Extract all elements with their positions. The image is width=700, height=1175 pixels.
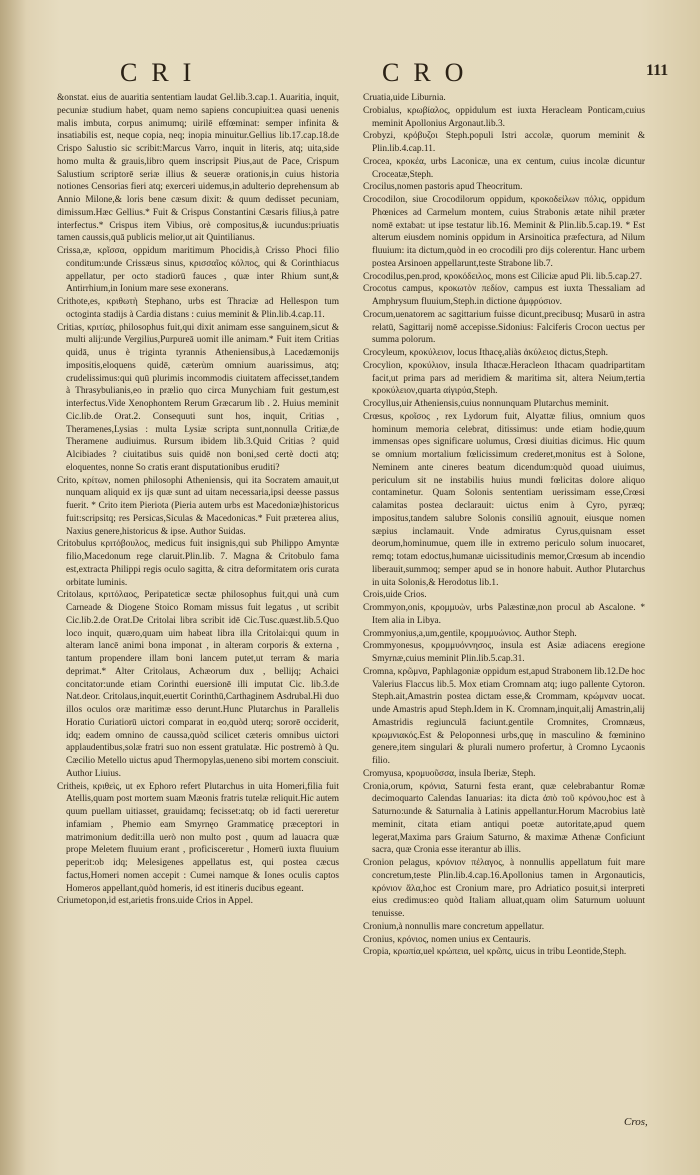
entry-paragraph: Crobyzi, κρόβυζοι Steph.populi Istri accolæ, quorum meminit & Plin.lib.4.cap.11. — [363, 131, 645, 154]
entry-paragraph: Crommyonius,a,um,gentile, κρομμυώνιος. Author Steph. — [363, 628, 577, 639]
entry-paragraph: Crocodilon, siue Crocodilorum oppidum, κροκοδείλων πόλις, oppidum Phœnices ad Carmelum montem, cuius Strabonis ætate nihil præter nomē extabat: ut ipse testatur lib.16. Meminit & Plin.lib.5.cap.19. * Est alterum eiusdem nominis oppidum in Arsinoitica præfectura, ad Nilum fluuium: ita dictum,quòd in eo crocodili pro dijs colerentur. Hanc urbem postea Arsinoen appellarunt,teste Strabone lib.7. — [363, 195, 645, 269]
entry-paragraph: Cronium,à nonnullis mare concretum appellatur. — [363, 921, 545, 932]
entry-paragraph: &onstat. eius de auaritia sententiam laudat Gel.lib.3.cap.1. Auaritia, inquit, pecuniæ studium habet, quam nemo sapiens concupiuit:ea quasi uenenis malis imbuta, corpus animumq; uirilē effœminat: semper infinita & insatiabilis est, neque copia, neq; inopia minuitur.Gellius lib.17.cap.18.de Crispo Salustio sic scribit:Marcus Varro, inquit in literis, atq; uita,side homo multa & grauis,libro quem inscripsit Pius,aut de Pace, Crispum Salustium scriptorē seriæ illius & seueræ orationis,in cuius historia notiones Censorias fieri atq; exerceri uidemus,in adulterio deprehensum ab Annio Milone,& loris bene cæsum dixit: & quum dedisset pecuniam, dimissum.Hæc Gellius.* Fuit & Crispus Constantini Cæsaris filius,à patre interfectus.* Crispus item Vibius, orè compositus,& iucundus:priuatis tamen caussis,quā publicis melior,ut ait Quintilianus. — [57, 93, 339, 244]
entry-paragraph: Crocea, κροκέα, urbs Laconicæ, una ex centum, cuius incolæ dicuntur Croceatæ,Steph. — [363, 156, 645, 180]
entry-paragraph: Crommyonesus, κρομμυόννησος, insula est Asiæ adiacens eregione Smyrnæ,cuius meminit Plin.lib.5.cap.31. — [363, 641, 645, 664]
entry-paragraph: Critheis, κριθεὶς, ut ex Ephoro refert Plutarchus in uita Homeri,filia fuit Atellis,quam post mortem suam Mæonis fratris tutelæ reliquit.Hic autem quum puellam uitiasset, grauidamq; fecisset:atq; ob id facti uereretur infamiam , Phemio eam Smyrnęo Grammaticę præceptori in matrimonium dedit:illa uerò non multo post , quum ad lauacra quæ prope Meletem fluuium erant , proficisceretur , Homerū iuxta fluuium peperit:ob idq; Melesigenes appellatus est, qui postea cæcus factus,Homeri nomen accepit : Cumei namque & Iones oculis captos Homeros appellant,quòd homeris, id est itineris ducibus egeant. — [57, 781, 339, 894]
entry-paragraph: Crocyllus,uir Atheniensis,cuius nonnunquam Plutarchus meminit. — [363, 399, 609, 409]
catchword: Cros, — [624, 1116, 648, 1128]
entry-paragraph: Crocodilus,pen.prod, κροκόδειλος, mons est Ciliciæ apud Pli. lib.5.cap.27. — [363, 271, 642, 282]
entry-paragraph: Cruatia,uide Liburnia. — [363, 93, 446, 103]
running-head-left: CRI — [120, 58, 206, 87]
entry-paragraph: Cropia, κρωπία,uel κρώπεια, uel κρῶπς, uicus in tribu Leontide,Steph. — [363, 947, 627, 958]
entry-paragraph: Crocylion, κροκύλιον, insula Ithacæ.Heracleon Ithacam quadripartitam facit,ut prima pars ad meridiem & maritima sit, altera Neium,tertia κροκύλειον,quarta αἰγιρύα,Steph. — [363, 360, 645, 397]
entry-paragraph: Cronia,orum, κρόνια, Saturni festa erant, quæ celebrabantur Romæ decimoquarto Calendas Ianuarias: ita dicta ἀπὸ τοῦ κρόνου,hoc est à Saturno:unde & Saturnalia à Latinis appellantur.Horum Macrobius latè meminit, citata etiam antiqui poetæ autoritate,apud quem legerat,Maxima pars Graium Saturno, & maximæ Athenæ Conficiunt sacra, quæ Cronia esse iterantur ab illis. — [363, 781, 645, 856]
entry-paragraph: Critolaus, κριτόλαος, Peripateticæ sectæ philosophus fuit,qui unà cum Carneade & Diogene Stoico Romam missus fuit legatus , ut scribit Cic.lib.2.de Orat.De Critolai libra scribit idē Cic.Tusc.quæst.lib.5.Quo loco inquit, quæro,quam uim habeat libra illa Critolai:qui quum in alteram lancē animi bona imponat , in alteram corporis & externa , tantum propendere illam boni lancem putet,ut terram & maria deprimat.* Alter Critolaus, Achæorum dux , bellijq; Achaici concitator:unde etiam Corinthi euersionē illi imputat Cic. lib.3.de Nat.deor. Critolaus,inquit,euertit Corinthū,Carthaginem Asdrubal.Hi duo illos oculos oræ maritimæ esso derunt.Hunc Plutarchus in Parallelis Horatio Curiatiorū uictori comparat in eo,quòd uterq; sororē occiderit, idq; eadem omnino de caussa,quòd scilicet cæteris omnibus uictori applaudentibus,solæ fratri suo non essent gratulatæ. Hic postremò à Qu. Cæcilio Metello uictus apud Thermopylas,ueneno sibi mortem consciuit. Author Liuius. — [57, 590, 339, 779]
entry-paragraph: Crocilus,nomen pastoris apud Theocritum. — [363, 182, 523, 193]
entry-paragraph: Crocotus campus, κροκωτὸν πεδίον, campus est iuxta Thessaliam ad Amphrysum fluuium,Steph.in dictione ἀμφρύσιον. — [363, 284, 645, 307]
entry-paragraph: Crithote,es, κριθωτὴ Stephano, urbs est Thraciæ ad Hellespon tum octoginta stadijs à Cardia distans : cuius meminit & Plin.lib.4.cap.11. — [57, 297, 339, 320]
right-column — [363, 92, 645, 959]
page-number: 111 — [646, 62, 669, 79]
entry-paragraph: Criumetopon,id est,arietis frons.uide Crios in Appel. — [57, 896, 253, 907]
entry-paragraph: Crois,uide Crios. — [363, 590, 427, 601]
entry-paragraph: Crœsus, κροῖσος , rex Lydorum fuit, Alyattæ filius, omnium quos hominum memoria celebrat, ditissimus: unde etiam hodie,quum immensas opes significare uolumus, Crœsi diuitias dicimus. Hic quum se omnium mortalium fœlicissimum crederet,monitus est à Solone, Neminem ante cineres beatum dicendum:quòd quoad uiuimus, periculum sit ne instabilis huius mundi fœlicitas dolore aliquo contaminetur. Quam Solonis sententiam uerissimam esse,Crœsi calamitas postea declarauit: uictus enim à Cyro, pyræq; impositus,tandem salubre Solonis consiliū agnouit, eiusque nomen sæpius inclamauit. Vnde admiratus Cyrus,quisnam esset deorum,hominumue, quem ille in extremo periculo solum inuocaret, remq; totam edoctus,humanæ uicissitudinis memor,Crœsum ab incendio liberauit,summoq; semper apud se in honore habuit. Author Plutarchus in uita Solonis,& Herodotus lib.1. — [363, 411, 645, 588]
running-head-right: CRO — [382, 58, 478, 87]
entry-paragraph: Crommyon,onis, κρομμυὼν, urbs Palæstinæ,non procul ab Ascalone. * Item alia in Libya. — [363, 603, 645, 626]
page-gutter-shadow — [0, 0, 26, 1175]
entry-paragraph: Crocyleum, κροκύλειον, locus Ithacę,aliàs ἀκύλειος dictus,Steph. — [363, 348, 608, 358]
entry-paragraph: Cromna, κρῶμνα, Paphlagoniæ oppidum est,apud Strabonem lib.12.De hoc Valerius Flaccus lib.5. Mox etiam Cromnam atq; iugo pallente Cytoron. Steph.ait,Amastrin postea dictam esse,& Crommam, κρώμναν uocat. unde Amastris apud Steph.Idem in K. Cromnam,inquit,alij Amastrin,alij Amastridis regiunculā faciunt.gentile Cromnites, Cromnæus, κρωμνιακός.Est & Peloponnesi urbs,quę in masculino & fœminino genere,item singulari & plurali numero profertur, à Cromno Lycaonis filio. — [363, 666, 645, 766]
entry-paragraph: Cromyusa, κρομυοῦσσα, insula Iberiæ, Steph. — [363, 768, 536, 779]
entry-paragraph: Crobialus, κρωβίαλος, oppidulum est iuxta Heracleam Ponticam,cuius meminit Apollonius Argonaut.lib.3. — [363, 105, 645, 129]
entry-paragraph: Cronius, κρόνιος, nomen unius ex Centauris. — [363, 934, 531, 945]
entry-paragraph: Crito, κρίτων, nomen philosophi Atheniensis, qui ita Socratem amauit,ut nunquam aliquid ex ijs quæ sunt ad uitam necessaria,ipsi deesse passus fuerit. * Crito item Pieriota (Pieria autem urbs est Macedoniæ)historicus fuit:scripsitq; res Persicas,Siculas & Macedonicas.* Fuit præterea alius, Naxius genere,historicus & ipse. Author Suidas. — [57, 475, 339, 537]
entry-paragraph: Cronion pelagus, κρόνιον πέλαγος, à nonnullis appellatum fuit mare concretum,teste Plin.lib.4.cap.16.Apollonius tamen in Argonauticis, κρόνιον ἅλα,hoc est Cronium mare, pro Adriatico posuit,si interpreti eius credimus:eo quòd Italiam alluat,quam olim Saturnum uoluunt tenuisse. — [363, 858, 645, 919]
entry-paragraph: Crissa,æ, κρῖσσα, oppidum maritimum Phocidis,à Crisso Phoci filio conditum:unde Crissæus sinus, κρισσαῖος κόλπος, qui & Corinthiacus appellatur, per octo stadiorū fauces , quæ inter Rhium sunt,& Antirrhium,in Ionium mare sese exonerans. — [57, 246, 339, 295]
entry-paragraph: Crocum,uenatorem ac sagittarium fuisse dicunt,precibusq; Musarū in astra relatū, Sagittarij nomē accepisse.Sidonius: Falciferis Crocon uectus per summa polorum. — [363, 309, 645, 346]
entry-paragraph: Critias, κριτίας, philosophus fuit,qui dixit animam esse sanguinem,sicut & multi alij:unde Vergilius,Purpureā uomit ille animam.* Fuit item Critias quidā, unus è triginta tyrannis Atheniensibus,à Lacedæmonijs impositis,eloquens quidē, cæterùm omnium auarissimus, atq; crudelissimus:qui quū plurimis incommodis ciuitatem affecisset,tandem à Thrasybulianis,eo in prælio quo circa Munychiam fuit gestum,est interfectus.Vide Xenophontem Rerum Græcarum lib . 2. Huius meminit Cic.lib.de Orat.2. Consequuti sunt hos, inquit, Critias , Theramenes,Lysias : multa Lysiæ scripta sunt,nonnulla Critiæ,de Theramene audiuimus. Rursum ibidem lib.3.Quid Critias ? quid Alcibiades ? ciuitatibus suis quidē non boni,sed certè docti atq; eloquentes, nonne So cratis erant disputationibus eruditi? — [57, 322, 339, 473]
entry-paragraph: Critobulus κριτόβουλος, medicus fuit insignis,qui sub Philippo Amyntæ filio,Macedonum rege claruit.Plin.lib. 7. Magna & Critobulo fama est,extracta Philippi regis oculo sagitta, & citra deformitatem oris curata orbitate luminis. — [57, 539, 339, 588]
left-column — [57, 92, 339, 908]
